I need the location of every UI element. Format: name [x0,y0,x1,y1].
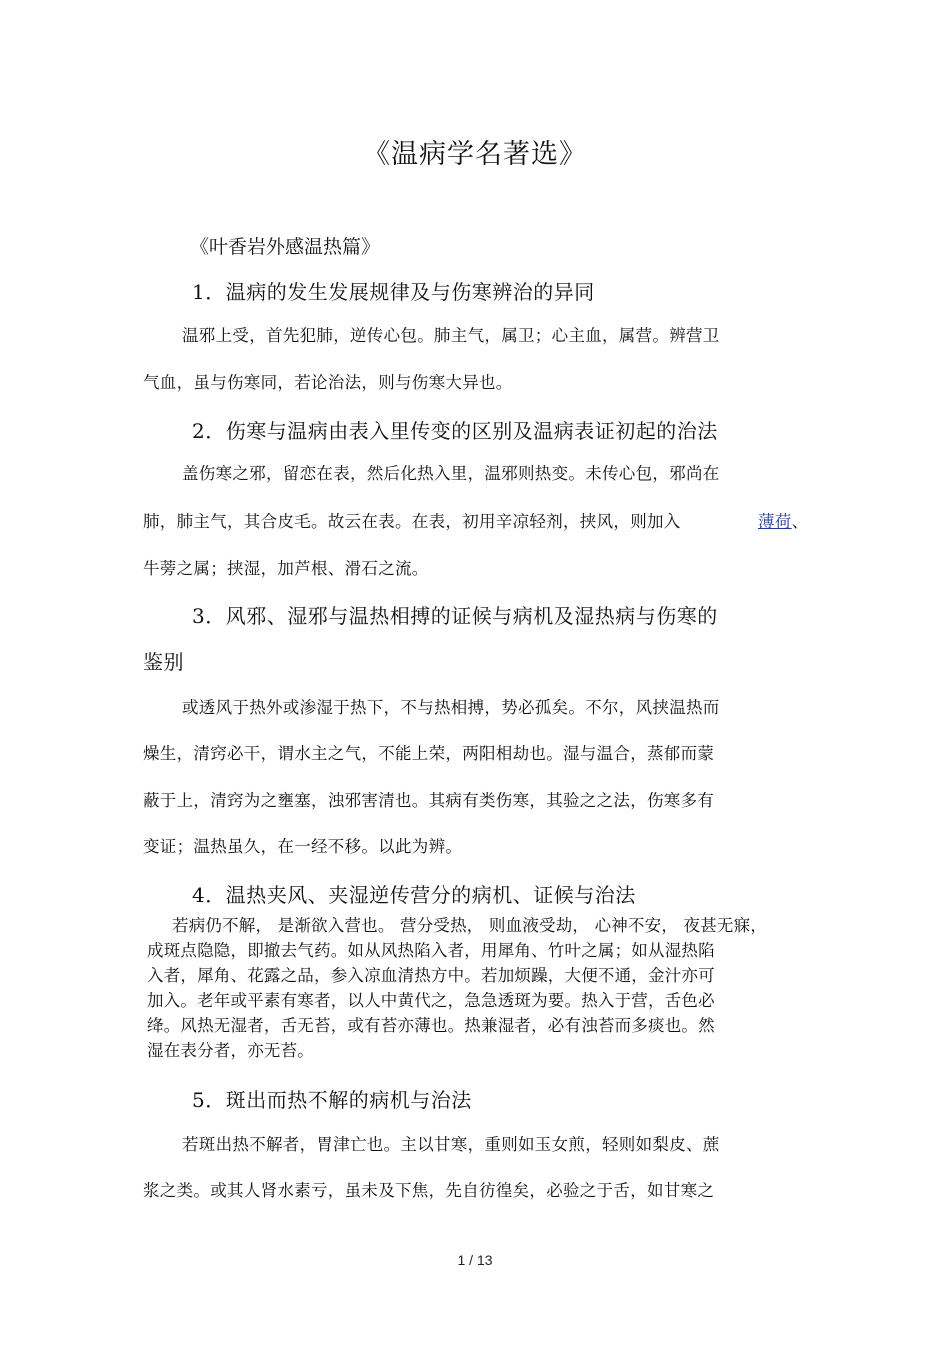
section-3-heading-line-1: 3．风邪、湿邪与温热相搏的证候与病机及湿热病与伤寒的 [192,604,718,628]
section-4-line-6: 湿在表分者，亦无苔。 [147,1041,314,1060]
section-5-line-1: 若斑出热不解者，胃津亡也。主以甘寒，重则如玉女煎，轻则如梨皮、蔗 [182,1135,720,1154]
section-4-line-5: 绛。风热无湿者，舌无苔，或有苔亦薄也。热兼湿者，必有浊苔而多痰也。然 [147,1016,715,1035]
section-1-line-1: 温邪上受，首先犯肺，逆传心包。肺主气，属卫；心主血，属营。辨营卫 [182,326,720,345]
section-5-heading: 5．斑出而热不解的病机与治法 [192,1088,472,1112]
section-4-line-3: 入者，犀角、花露之品，参入凉血清热方中。若加烦躁，大便不通，金汁亦可 [147,966,715,985]
section-5-line-2: 浆之类。或其人肾水素亏，虽未及下焦，先自彷徨矣，必验之于舌，如甘寒之 [143,1181,715,1200]
section-4-heading: 4．温热夹风、夹湿逆传营分的病机、证候与治法 [192,883,636,907]
section-2-heading: 2．伤寒与温病由表入里传变的区别及温病表证初起的治法 [192,419,718,443]
section-2-line-1: 盖伤寒之邪，留恋在表，然后化热入里，温邪则热变。未传心包，邪尚在 [182,464,720,483]
herb-link-bohe[interactable]: 薄荷 [758,512,792,531]
section-3-line-3: 蔽于上，清窍为之壅塞，浊邪害清也。其病有类伤寒，其验之之法，伤寒多有 [143,791,715,810]
section-4-line-4: 加入。老年或平素有寒者，以人中黄代之，急急透斑为要。热入于营，舌色必 [147,991,715,1010]
page-indicator: 1 / 13 [457,1252,493,1268]
section-4-line-2: 成斑点隐隐，即撤去气药。如从风热陷入者，用犀角、竹叶之属；如从湿热陷 [147,941,715,960]
section-1-line-2: 气血，虽与伤寒同，若论治法，则与伤寒大异也。 [143,373,513,392]
section-3-line-4: 变证；温热虽久，在一经不移。以此为辨。 [143,837,463,856]
section-3-line-1: 或透风于热外或渗湿于热下，不与热相搏，势必孤矣。不尔，风挟温热而 [182,698,720,717]
section-3-line-2: 燥生，清窍必干，谓水主之气，不能上荣，两阳相劫也。湿与温合，蒸郁而蒙 [143,744,715,763]
section-1-heading: 1．温病的发生发展规律及与伤寒辨治的异同 [192,280,595,304]
section-2-line-3: 牛蒡之属；挟湿，加芦根、滑石之流。 [143,559,429,578]
section-2-line-2: 肺，肺主气，其合皮毛。故云在表。在表，初用辛凉轻剂，挟风，则加入 [143,512,681,531]
document-subtitle: 《叶香岩外感温热篇》 [190,236,381,258]
document-title: 《温病学名著选》 [363,139,587,170]
herb-link-suffix: 、 [791,512,809,531]
herb-link-group [758,508,808,532]
section-4-line-1: 若病仍不解， 是渐欲入营也。 营分受热， 则血液受劫， 心神不安， 夜甚无寐， [172,916,768,935]
section-3-heading-line-2: 鉴别 [143,650,184,674]
